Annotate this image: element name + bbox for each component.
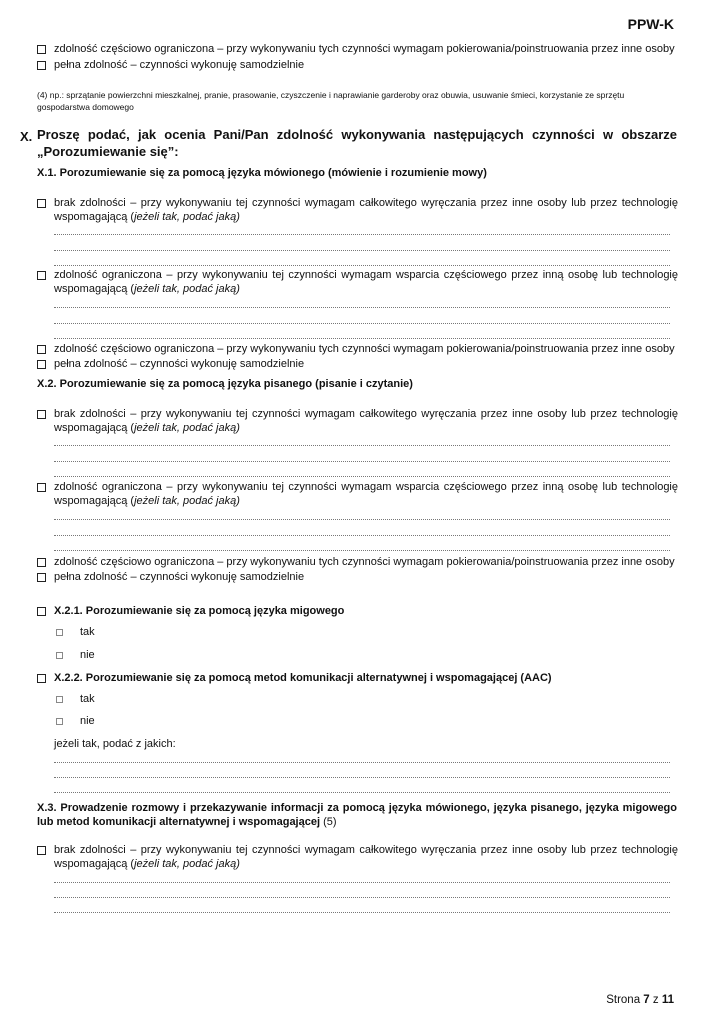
answer-line[interactable]	[54, 265, 670, 267]
x2-limited-line1: zdolność ograniczona – przy wykonywaniu tej czynności wymagam wsparcia częściowego przez inną osobę lub technologię	[54, 481, 678, 493]
answer-line[interactable]	[54, 762, 670, 764]
x3-title-line1: X.3. Prowadzenie rozmowy i przekazywanie informacji za pomocą języka mówionego, języka pisanego, języka migowego	[37, 802, 677, 814]
footnote-4: (4) np.: sprzątanie powierzchni mieszkalnej, pranie, prasowanie, czyszczenie i naprawianie garderoby oraz obuwia, usuwanie śmieci, korzystanie ze sprzętu gospodarstwa domowego	[37, 90, 625, 112]
x22-no-label: nie	[80, 715, 95, 727]
answer-line[interactable]	[54, 338, 670, 340]
x1-limited-line2: wspomagającą (jeżeli tak, podać jaką)	[54, 283, 240, 295]
x2-partial: zdolność częściowo ograniczona – przy wykonywaniu tych czynności wymagam pokierowania/poinstruowania przez inne osoby	[54, 556, 675, 568]
x21-yes-label: tak	[80, 626, 95, 638]
section-title-line2: „Porozumiewanie się”:	[37, 144, 179, 159]
answer-line[interactable]	[54, 792, 670, 794]
x2-limited-line2: wspomagającą (jeżeli tak, podać jaką)	[54, 495, 240, 507]
checkbox-x2-none[interactable]	[37, 410, 46, 419]
x2-none-line1: brak zdolności – przy wykonywaniu tej czynności wymagam całkowitego wyręczania przez inne osoby lub przez technologię	[54, 408, 678, 420]
answer-line[interactable]	[54, 912, 670, 914]
answer-line[interactable]	[54, 897, 670, 899]
x21-no-label: nie	[80, 649, 95, 661]
x2-none-line2: wspomagającą (jeżeli tak, podać jaką)	[54, 422, 240, 434]
x3-none-line2: wspomagającą (jeżeli tak, podać jaką)	[54, 858, 240, 870]
x1-none-line2: wspomagającą (jeżeli tak, podać jaką)	[54, 211, 240, 223]
x1-limited-line1: zdolność ograniczona – przy wykonywaniu tej czynności wymagam wsparcia częściowego przez inną osobę lub technologię	[54, 269, 678, 281]
answer-line[interactable]	[54, 777, 670, 779]
answer-line[interactable]	[54, 535, 670, 537]
x3-none-line1: brak zdolności – przy wykonywaniu tej czynności wymagam całkowitego wyręczania przez inne osoby lub przez technologię	[54, 844, 678, 856]
checkbox-top-partial[interactable]	[37, 45, 46, 54]
answer-line[interactable]	[54, 476, 670, 478]
answer-line[interactable]	[54, 234, 670, 236]
answer-line[interactable]	[54, 550, 670, 552]
checkbox-x1-partial[interactable]	[37, 345, 46, 354]
x1-partial: zdolność częściowo ograniczona – przy wykonywaniu tych czynności wymagam pokierowania/poinstruowania przez inne osoby	[54, 343, 675, 355]
answer-line[interactable]	[54, 882, 670, 884]
answer-line[interactable]	[54, 461, 670, 463]
checkbox-x21-no[interactable]	[56, 652, 63, 659]
answer-line[interactable]	[54, 307, 670, 309]
page-number: Strona 7 z 11	[606, 994, 674, 1006]
section-title-line1: Proszę podać, jak ocenia Pani/Pan zdolność wykonywania następujących czynności w obszarze	[37, 127, 677, 142]
checkbox-x1-full[interactable]	[37, 360, 46, 369]
answer-line[interactable]	[54, 519, 670, 521]
answer-line[interactable]	[54, 445, 670, 447]
checkbox-x1-limited[interactable]	[37, 271, 46, 280]
x22-title: X.2.2. Porozumiewanie się za pomocą metod komunikacji alternatywnej i wspomagającej (AAC)	[54, 672, 552, 684]
checkbox-x22[interactable]	[37, 674, 46, 683]
answer-line[interactable]	[54, 323, 670, 325]
checkbox-x3-none[interactable]	[37, 846, 46, 855]
checkbox-x2-full[interactable]	[37, 573, 46, 582]
checkbox-x21-yes[interactable]	[56, 629, 63, 636]
x2-full: pełna zdolność – czynności wykonuję samodzielnie	[54, 571, 305, 583]
x22-if-yes-label: jeżeli tak, podać z jakich:	[54, 738, 176, 750]
x1-full: pełna zdolność – czynności wykonuję samodzielnie	[54, 358, 305, 370]
x21-title: X.2.1. Porozumiewanie się za pomocą języka migowego	[54, 605, 345, 617]
checkbox-top-full[interactable]	[37, 61, 46, 70]
x1-title: X.1. Porozumiewanie się za pomocą języka mówionego (mówienie i rozumienie mowy)	[37, 167, 487, 179]
checkbox-x22-no[interactable]	[56, 718, 63, 725]
option-top-full: pełna zdolność – czynności wykonuję samodzielnie	[54, 59, 305, 71]
x3-title-line2: lub metod komunikacji alternatywnej i wspomagającej (5)	[37, 816, 337, 828]
x22-yes-label: tak	[80, 693, 95, 705]
option-top-partial: zdolność częściowo ograniczona – przy wykonywaniu tych czynności wymagam pokierowania/poinstruowania przez inne osoby	[54, 43, 675, 55]
form-code: PPW-K	[627, 16, 674, 32]
section-number: X.	[20, 129, 33, 144]
checkbox-x21[interactable]	[37, 607, 46, 616]
checkbox-x22-yes[interactable]	[56, 696, 63, 703]
answer-line[interactable]	[54, 250, 670, 252]
checkbox-x1-none[interactable]	[37, 199, 46, 208]
checkbox-x2-limited[interactable]	[37, 483, 46, 492]
x1-none-line1: brak zdolności – przy wykonywaniu tej czynności wymagam całkowitego wyręczania przez inne osoby lub przez technologię	[54, 197, 678, 209]
x2-title: X.2. Porozumiewanie się za pomocą języka pisanego (pisanie i czytanie)	[37, 378, 413, 390]
checkbox-x2-partial[interactable]	[37, 558, 46, 567]
